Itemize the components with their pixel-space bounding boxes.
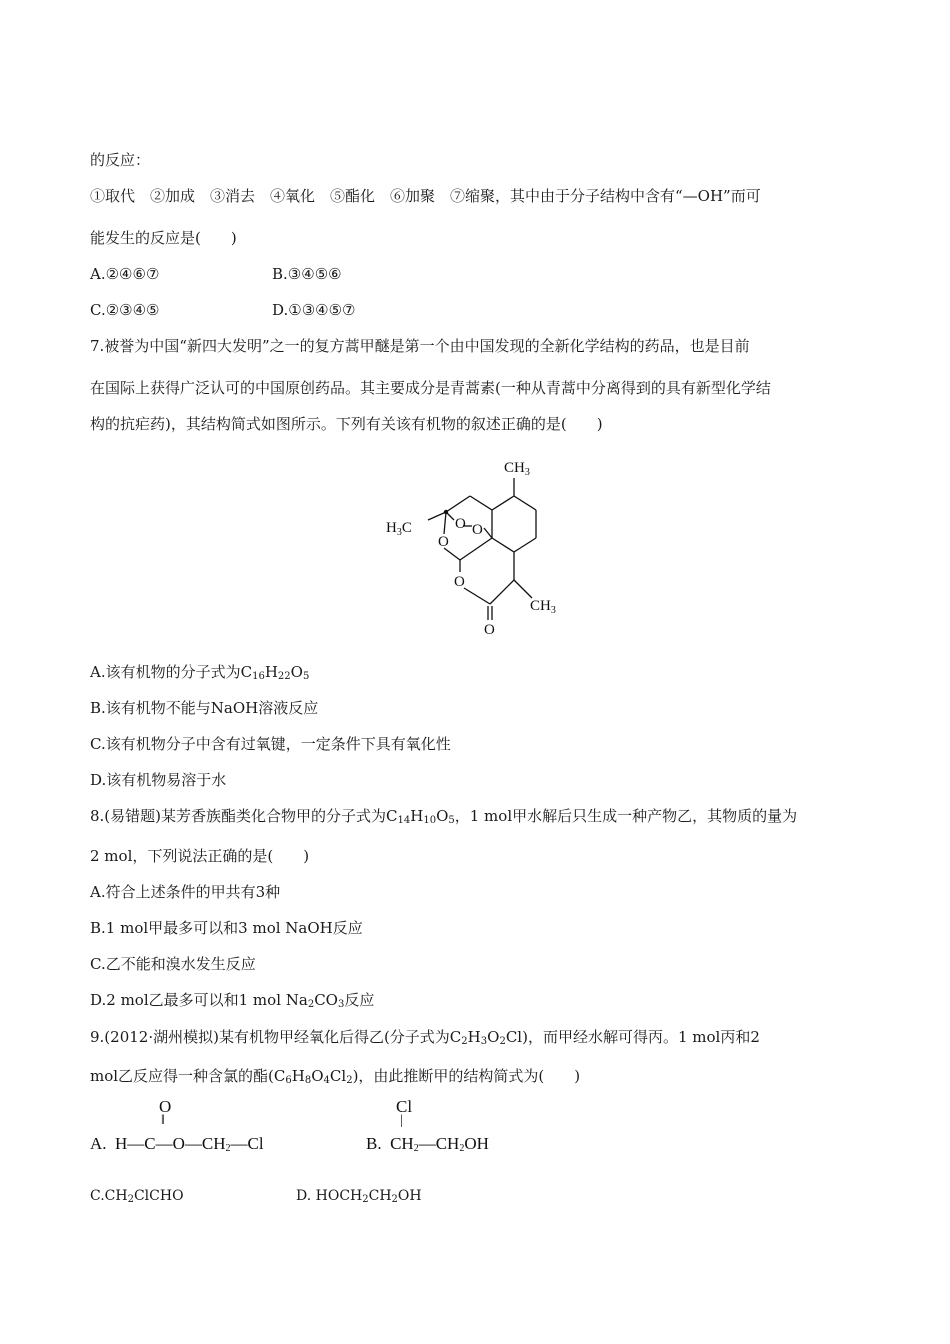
q6-option-b-letter: B. bbox=[272, 265, 288, 283]
q9-option-b-single-bond: | bbox=[400, 1113, 403, 1128]
q9-option-c bbox=[90, 1186, 184, 1206]
q9-line-2-sub-3: 4 bbox=[323, 1075, 330, 1086]
q7-option-d: D.该有机物易溶于水 bbox=[90, 771, 227, 789]
q9-option-a bbox=[90, 1134, 264, 1154]
q6-option-c-text: ②③④⑤ bbox=[105, 301, 160, 319]
q6-option-a-text: ②④⑥⑦ bbox=[105, 265, 160, 283]
q8-option-d bbox=[90, 990, 374, 1010]
q6-option-a-letter: A. bbox=[90, 265, 106, 283]
q9-option-b-formula: CH bbox=[390, 1134, 414, 1153]
q7-option-a-text: A.该有机物的分子式为C bbox=[90, 663, 253, 681]
q6-option-b-text: ③④⑤⑥ bbox=[287, 265, 342, 283]
oxygen-label-1: O bbox=[455, 516, 466, 532]
q8-line-1-tail: ，1 mol甲水解后只生成一种产物乙，其物质的量为 bbox=[454, 807, 798, 825]
q9-line-1-text: 9.(2012·湖州模拟)某有机物甲经氧化后得乙(分子式为C bbox=[90, 1028, 462, 1046]
q7-option-a-h: H bbox=[264, 663, 278, 681]
q9-option-b-mid: —CH bbox=[418, 1134, 460, 1153]
q9-option-d-mid: CH bbox=[368, 1188, 392, 1204]
q7-option-a bbox=[90, 662, 309, 682]
q9-option-d-sub-2: 2 bbox=[391, 1194, 398, 1205]
q8-option-b: B.1 mol甲最多可以和3 mol NaOH反应 bbox=[90, 919, 363, 937]
q8-line-1-o: O bbox=[436, 807, 449, 825]
q6-option-d-text: ①③④⑤⑦ bbox=[288, 301, 356, 319]
q6-line-2: ①取代 ②加成 ③消去 ④氧化 ⑤酯化 ⑥加聚 ⑦缩聚，其中由于分子结构中含有“—OH”而可 bbox=[90, 187, 761, 205]
q9-line-1-h: H bbox=[467, 1028, 481, 1046]
q6-line-3: 能发生的反应是( ) bbox=[90, 229, 237, 247]
q9-option-d-tail: OH bbox=[397, 1188, 422, 1204]
q9-line-1-tail: Cl)，而甲经水解可得丙。1 mol丙和2 bbox=[505, 1028, 760, 1046]
q9-option-b-sub-2: 2 bbox=[459, 1143, 465, 1154]
q9-line-2-text: mol乙反应得一种含氯的酯(C bbox=[90, 1067, 286, 1085]
q8-line-1 bbox=[90, 806, 797, 826]
q6-option-d-letter: D. bbox=[272, 301, 289, 319]
q9-option-d-text: D. HOCH bbox=[296, 1188, 363, 1204]
q9-option-b-tail: OH bbox=[464, 1134, 489, 1153]
q8-option-c: C.乙不能和溴水发生反应 bbox=[90, 955, 256, 973]
q7-option-a-sub-2: 22 bbox=[277, 671, 291, 682]
q9-option-c-tail: ClCHO bbox=[133, 1188, 184, 1204]
q9-option-a-label: A. bbox=[90, 1134, 107, 1153]
q9-line-2-h: H bbox=[291, 1067, 305, 1085]
q7-option-a-sub-3: 5 bbox=[302, 671, 310, 682]
q9-option-c-sub: 2 bbox=[127, 1194, 134, 1205]
q9-option-b-label: B. bbox=[366, 1134, 382, 1153]
q9-option-b-sub-1: 2 bbox=[413, 1143, 419, 1154]
q9-option-c-text: C.CH bbox=[90, 1188, 128, 1204]
q9-option-a-double-bond: ‖ bbox=[161, 1113, 165, 1128]
q9-option-a-sub: 2 bbox=[225, 1143, 231, 1154]
q9-line-1-sub-2: 3 bbox=[480, 1036, 488, 1047]
methyl-top-label: $CH_3$ bbox=[504, 460, 530, 478]
q8-option-d-sub-2: 3 bbox=[337, 999, 345, 1010]
methyl-left-label: $H_3C$ bbox=[386, 520, 412, 538]
q8-line-1-sub-2: 10 bbox=[423, 815, 437, 826]
q6-option-b bbox=[272, 264, 342, 284]
q9-line-2-sub-2: 8 bbox=[304, 1075, 312, 1086]
q9-line-2-tail: )，由此推断甲的结构简式为( ) bbox=[352, 1067, 581, 1085]
q7-option-a-o: O bbox=[290, 663, 303, 681]
q8-option-d-co: CO bbox=[314, 991, 338, 1009]
q6-line-1: 的反应： bbox=[90, 151, 151, 169]
q9-line-1 bbox=[90, 1027, 760, 1047]
q7-line-2: 在国际上获得广泛认可的中国原创药品。其主要成分是青蒿素(一种从青蒿中分离得到的具有新型化学结 bbox=[90, 379, 771, 397]
q9-line-2-o: O bbox=[311, 1067, 324, 1085]
q6-option-c bbox=[90, 300, 160, 320]
q9-line-1-sub-3: 2 bbox=[499, 1036, 506, 1047]
q6-option-d bbox=[272, 300, 356, 320]
carbonyl-oxygen-label: O bbox=[484, 622, 495, 638]
q9-line-2-sub-1: 6 bbox=[285, 1075, 292, 1086]
methyl-right-label: $CH_3$ bbox=[530, 598, 556, 616]
q9-option-d bbox=[296, 1186, 422, 1206]
q6-option-c-letter: C. bbox=[90, 301, 106, 319]
q7-line-3: 构的抗疟药)，其结构简式如图所示。下列有关该有机物的叙述正确的是( ) bbox=[90, 415, 603, 433]
stereo-center-dot bbox=[444, 510, 448, 514]
artemisinin-structure-svg bbox=[380, 448, 580, 648]
q8-option-a: A.符合上述条件的甲共有3种 bbox=[90, 883, 281, 901]
q7-line-1: 7.被誉为中国“新四大发明”之一的复方蒿甲醚是第一个由中国发现的全新化学结构的药品，也是目前 bbox=[90, 337, 750, 355]
oxygen-label-3: O bbox=[438, 534, 449, 550]
q9-line-2-sub-4: 2 bbox=[346, 1075, 353, 1086]
q9-line-2-cl: Cl bbox=[329, 1067, 347, 1085]
q8-line-1-h: H bbox=[410, 807, 424, 825]
q8-option-d-tail: 反应 bbox=[344, 991, 375, 1009]
q8-line-2: 2 mol，下列说法正确的是( ) bbox=[90, 847, 310, 865]
oxygen-label-4: O bbox=[454, 574, 465, 590]
q7-option-c: C.该有机物分子中含有过氧键，一定条件下具有氧化性 bbox=[90, 735, 451, 753]
q9-option-b bbox=[366, 1134, 489, 1154]
q9-option-d-sub-1: 2 bbox=[362, 1194, 369, 1205]
q9-option-b-top-cl: Cl bbox=[396, 1097, 413, 1116]
q9-line-1-sub-1: 2 bbox=[461, 1036, 468, 1047]
q8-line-1-sub-3: 5 bbox=[448, 815, 455, 826]
q9-option-a-formula: H—C—O—CH bbox=[115, 1134, 226, 1153]
q9-option-a-top-o: O bbox=[159, 1097, 172, 1116]
q7-option-b: B.该有机物不能与NaOH溶液反应 bbox=[90, 699, 319, 717]
q7-option-a-sub-1: 16 bbox=[252, 671, 265, 682]
q8-line-1-sub-1: 14 bbox=[397, 815, 411, 826]
q6-option-a bbox=[90, 264, 159, 284]
q8-option-d-text: D.2 mol乙最多可以和1 mol Na bbox=[90, 991, 308, 1009]
q9-option-a-tail: —Cl bbox=[230, 1134, 264, 1153]
oxygen-label-2: O bbox=[472, 522, 483, 538]
artemisinin-structure bbox=[380, 448, 580, 648]
q9-line-2 bbox=[90, 1066, 580, 1086]
q9-line-1-o: O bbox=[487, 1028, 500, 1046]
q8-line-1-text: 8.(易错题)某芳香族酯类化合物甲的分子式为C bbox=[90, 807, 398, 825]
q8-option-d-sub-1: 2 bbox=[307, 999, 315, 1010]
